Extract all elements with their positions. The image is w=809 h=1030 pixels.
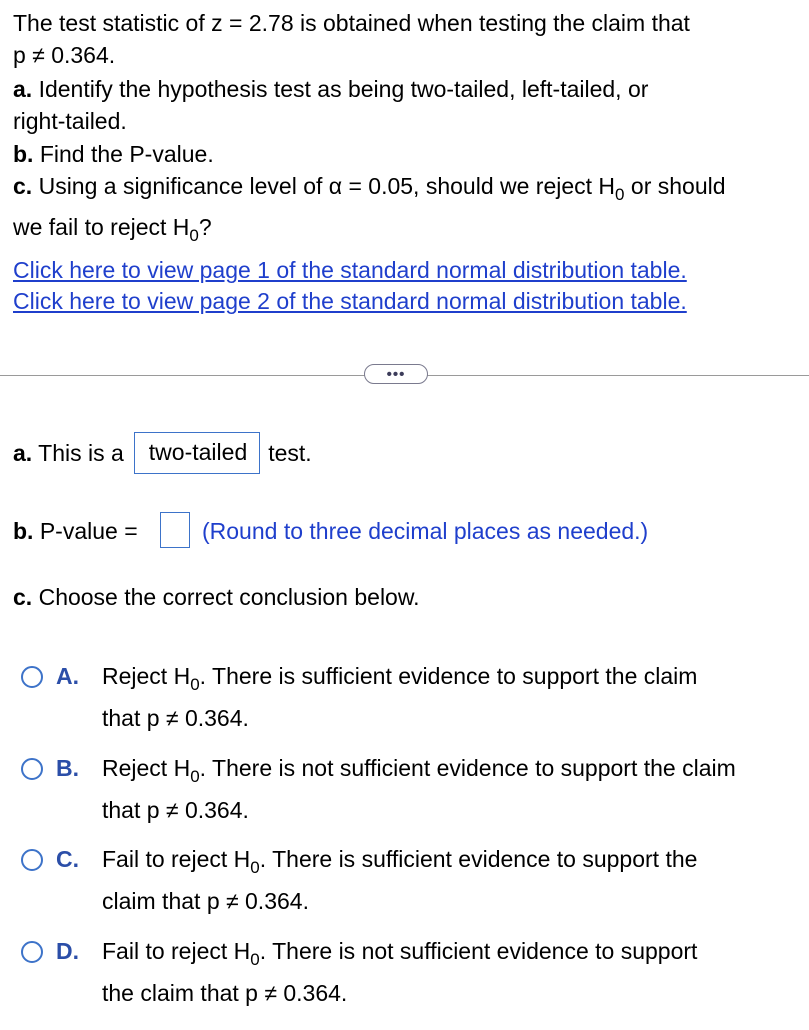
answer-a-suffix: test. (268, 439, 312, 466)
option-a-letter: A. (56, 663, 79, 689)
option-c-radio[interactable] (21, 849, 43, 871)
option-d-text-end: . There is not sufficient evidence to support (259, 938, 698, 964)
part-c-text-2: we fail to reject H (13, 214, 190, 240)
part-a-text-1: Identify the hypothesis test as being two-tailed, left-tailed, or (32, 76, 649, 102)
part-c-text-2-end: ? (198, 214, 212, 240)
option-c-line-2[interactable]: claim that p ≠ 0.364. (102, 888, 309, 914)
option-a-text-end: . There is sufficient evidence to support the claim (199, 663, 698, 689)
answer-a-label: a. (13, 439, 33, 466)
h0-subscript: 0 (250, 858, 260, 877)
part-c-prompt (13, 173, 726, 204)
question-line-2: p ≠ 0.364. (13, 42, 116, 68)
option-c-text-end: . There is sufficient evidence to support the (259, 846, 698, 872)
h0-subscript: 0 (190, 675, 200, 694)
part-c-line-2 (13, 214, 212, 245)
option-b-text-end: . There is not sufficient evidence to support the claim (199, 755, 736, 781)
part-a-label: a. (13, 76, 33, 102)
h0-subscript: 0 (250, 950, 260, 969)
option-b-line-1[interactable] (102, 755, 736, 786)
part-b-text: Find the P-value. (33, 141, 214, 167)
option-a-line-1[interactable] (102, 663, 698, 694)
part-a-text-2: right-tailed. (13, 108, 127, 134)
part-a-prompt (13, 76, 648, 103)
part-c-text-1: Using a significance level of α = 0.05, should we reject H (32, 173, 616, 199)
part-c-text-1-end: or should (624, 173, 726, 199)
rounding-hint: (Round to three decimal places as needed.) (202, 518, 649, 544)
option-d-line-1[interactable] (102, 938, 698, 969)
answer-a-prefix: This is a (32, 439, 124, 466)
h0-subscript: 0 (190, 767, 200, 786)
part-b-prompt (13, 141, 214, 168)
option-a-text-start: Reject H (102, 663, 191, 689)
answer-a-row (13, 432, 312, 474)
option-d-radio[interactable] (21, 941, 43, 963)
option-d-letter: D. (56, 938, 79, 964)
question-line-1: The test statistic of z = 2.78 is obtained when testing the claim that (13, 10, 690, 36)
normal-table-page-2-link[interactable]: Click here to view page 2 of the standard normal distribution table. (13, 288, 687, 314)
part-c-label: c. (13, 173, 33, 199)
option-a-line-2[interactable]: that p ≠ 0.364. (102, 705, 249, 731)
answer-b-prefix: P-value = (33, 518, 138, 544)
option-b-text-start: Reject H (102, 755, 191, 781)
option-c-text-start: Fail to reject H (102, 846, 251, 872)
tail-type-answer-field[interactable]: two-tailed (134, 432, 260, 474)
p-value-input[interactable] (160, 512, 190, 548)
option-c-letter: C. (56, 846, 79, 872)
option-b-letter: B. (56, 755, 79, 781)
answer-c-prompt (13, 584, 420, 611)
option-b-radio[interactable] (21, 758, 43, 780)
option-d-text-start: Fail to reject H (102, 938, 251, 964)
normal-table-page-1-link[interactable]: Click here to view page 1 of the standard normal distribution table. (13, 257, 687, 283)
option-b-line-2[interactable]: that p ≠ 0.364. (102, 797, 249, 823)
ellipsis-icon: ••• (386, 365, 406, 383)
option-a-radio[interactable] (21, 666, 43, 688)
answer-b-prompt (13, 518, 138, 545)
option-d-line-2[interactable]: the claim that p ≠ 0.364. (102, 980, 348, 1006)
h0-subscript: 0 (615, 185, 625, 204)
answer-c-text: Choose the correct conclusion below. (32, 584, 420, 610)
expand-more-button[interactable] (364, 364, 428, 384)
h0-subscript: 0 (189, 226, 199, 245)
answer-c-label: c. (13, 584, 33, 610)
answer-b-label: b. (13, 518, 34, 544)
part-b-label: b. (13, 141, 34, 167)
option-c-line-1[interactable] (102, 846, 698, 877)
